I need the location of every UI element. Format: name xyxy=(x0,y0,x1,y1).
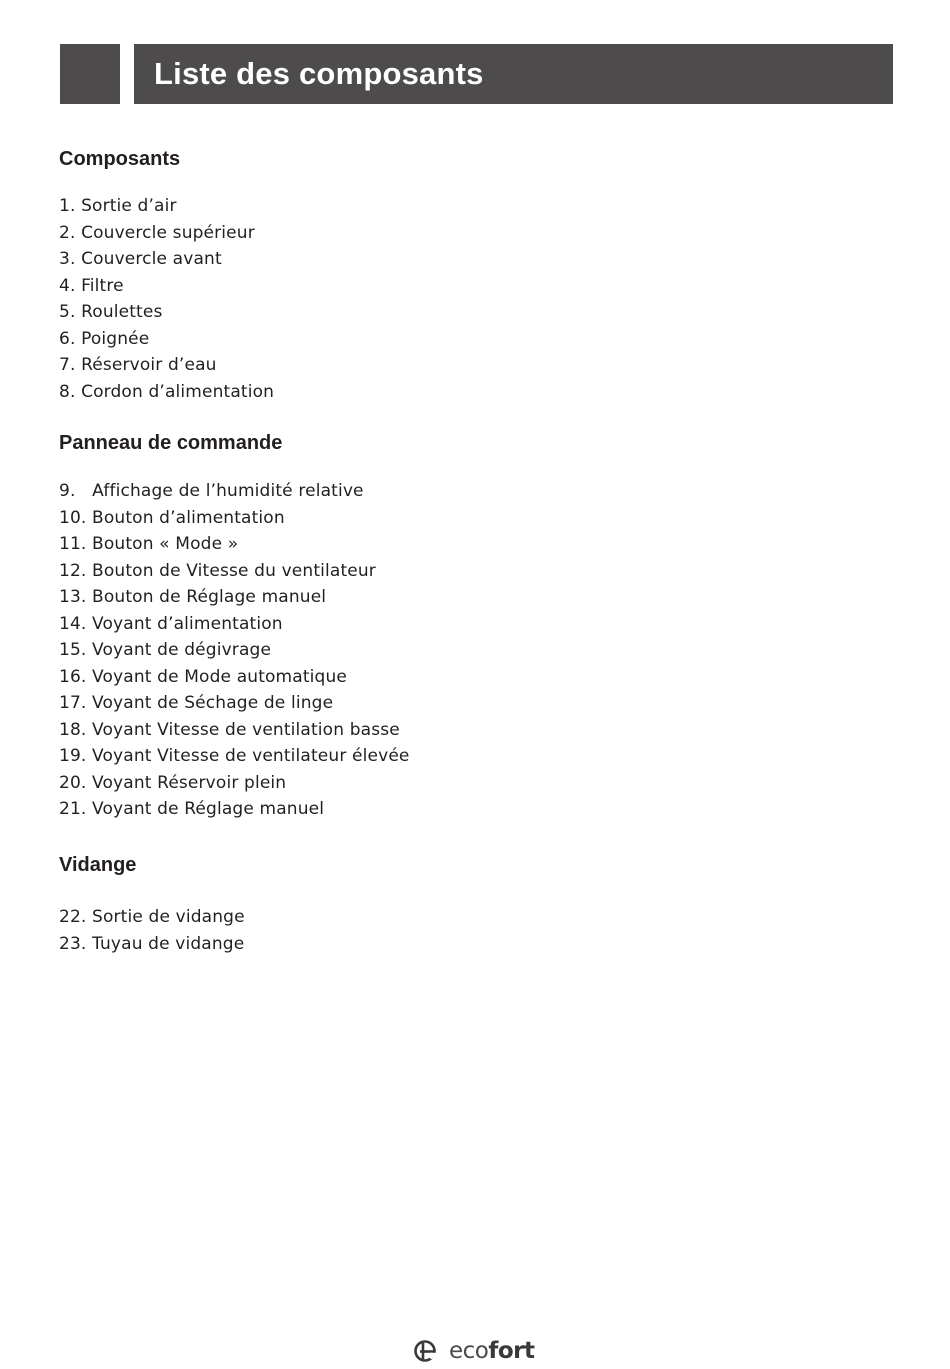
list-item: 7. Réservoir d’eau xyxy=(59,355,217,375)
ecofort-logo-icon xyxy=(413,1339,437,1363)
panneau-list xyxy=(59,478,410,823)
list-item: 12. Bouton de Vitesse du ventilateur xyxy=(59,560,376,581)
list-item: 15. Voyant de dégivrage xyxy=(59,640,272,660)
list-item: 2. Couvercle supérieur xyxy=(59,222,255,243)
list-item: 23. Tuyau de vidange xyxy=(59,933,245,954)
list-item: 16. Voyant de Mode automatique xyxy=(59,666,347,687)
header-accent-block xyxy=(60,44,120,104)
list-item: 13. Bouton de Réglage manuel xyxy=(59,587,327,607)
section-heading-composants: Composants xyxy=(59,148,181,170)
brand-eco: eco xyxy=(449,1338,489,1364)
list-item: 11. Bouton « Mode » xyxy=(59,534,239,554)
brand-name xyxy=(449,1338,535,1364)
list-item: 10. Bouton d’alimentation xyxy=(59,507,285,528)
brand-logo xyxy=(413,1336,535,1366)
list-item: 9. Affichage de l’humidité relative xyxy=(59,481,364,501)
list-item: 3. Couvercle avant xyxy=(59,249,222,269)
list-item: 21. Voyant de Réglage manuel xyxy=(59,799,325,819)
list-item: 5. Roulettes xyxy=(59,302,163,322)
list-item: 6. Poignée xyxy=(59,328,150,349)
list-item: 17. Voyant de Séchage de linge xyxy=(59,693,334,713)
list-item: 8. Cordon d’alimentation xyxy=(59,381,275,402)
section-heading-vidange: Vidange xyxy=(59,854,137,876)
header-bar xyxy=(134,44,893,104)
vidange-list xyxy=(59,904,245,957)
brand-fort: fort xyxy=(488,1338,535,1364)
list-item: 22. Sortie de vidange xyxy=(59,907,245,927)
list-item: 1. Sortie d’air xyxy=(59,196,177,216)
list-item: 14. Voyant d’alimentation xyxy=(59,613,283,634)
list-item: 20. Voyant Réservoir plein xyxy=(59,772,287,793)
page-title: Liste des composants xyxy=(154,56,484,91)
list-item: 18. Voyant Vitesse de ventilation basse xyxy=(59,719,400,740)
section-heading-panneau: Panneau de commande xyxy=(59,432,283,454)
composants-list xyxy=(59,193,274,405)
list-item: 4. Filtre xyxy=(59,275,124,296)
list-item: 19. Voyant Vitesse de ventilateur élevée xyxy=(59,746,410,766)
